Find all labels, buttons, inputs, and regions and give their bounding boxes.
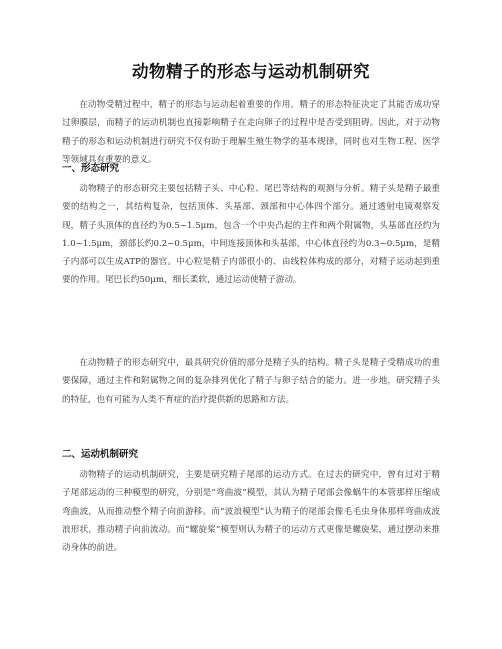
morphology-paragraph-1: 动物精子的形态研究主要包括精子头、中心粒、尾巴等结构的观测与分析。精子头是精子最重要的结构之一，其结构复杂，包括顶体、头基部、颈部和中心体四个部分。通过透射电镜观察发现，精子头顶体的直径约为0.5~1.5μm，包含一个中央凸起的主件和两个附属物，头基部直径约为1.0~1.5μm，颈部长约0.2~0.5μm，中间连接顶体和头基部，中心体直径约为0.3~0.5μm，是精子内部可以生成ATP的器官。中心粒是精子内部很小的、由线粒体构成的部分，对精子运动起到重要的作用。尾巴长约50μm，细长柔软，通过运动使精子游动。 xyxy=(62,184,440,286)
motion-paragraph-1: 动物精子的运动机制研究，主要是研究精子尾部的运动方式。在过去的研究中，曾有过对于精子尾部运动的三种模型的研究，分别是“弯曲波”模型，其认为精子尾部会像蜗牛的本管那样压缩成弯曲波，从而推动整个精子向前游移。而“波浪模型”认为精子的尾部会像毛毛虫身体那样弯曲成波浪形状，推动精子向前流动。而“螺旋桨”模型则认为精子的运动方式更像是螺旋桨，通过摆动来推动身体的前进。 xyxy=(62,470,440,554)
intro-paragraph: 在动物受精过程中，精子的形态与运动起着重要的作用。精子的形态特征决定了其能否成功穿过卵膜层，而精子的运动机制也直接影响精子在走向卵子的过程中是否受到阻碍。因此，对于动物精子的形态和运动机制进行研究不仅有助于理解生殖生物学的基本规律，同时也对生物工程、医学等领域具有重要的意义。 xyxy=(62,100,440,165)
section-heading-morphology: 一、形态研究 xyxy=(62,163,120,174)
morphology-paragraph-2: 在动物精子的形态研究中，最具研究价值的部分是精子头的结构。精子头是精子受精成功的重要保障，通过主件和附属物之间的复杂排列优化了精子与卵子结合的能力。进一步地，研究精子头的特征，也有可能为人类不育症的治疗提供新的思路和方法。 xyxy=(62,358,440,405)
section-heading-motion: 二、运动机制研究 xyxy=(62,449,139,460)
document-title: 动物精子的形态与运动机制研究 xyxy=(132,62,370,81)
